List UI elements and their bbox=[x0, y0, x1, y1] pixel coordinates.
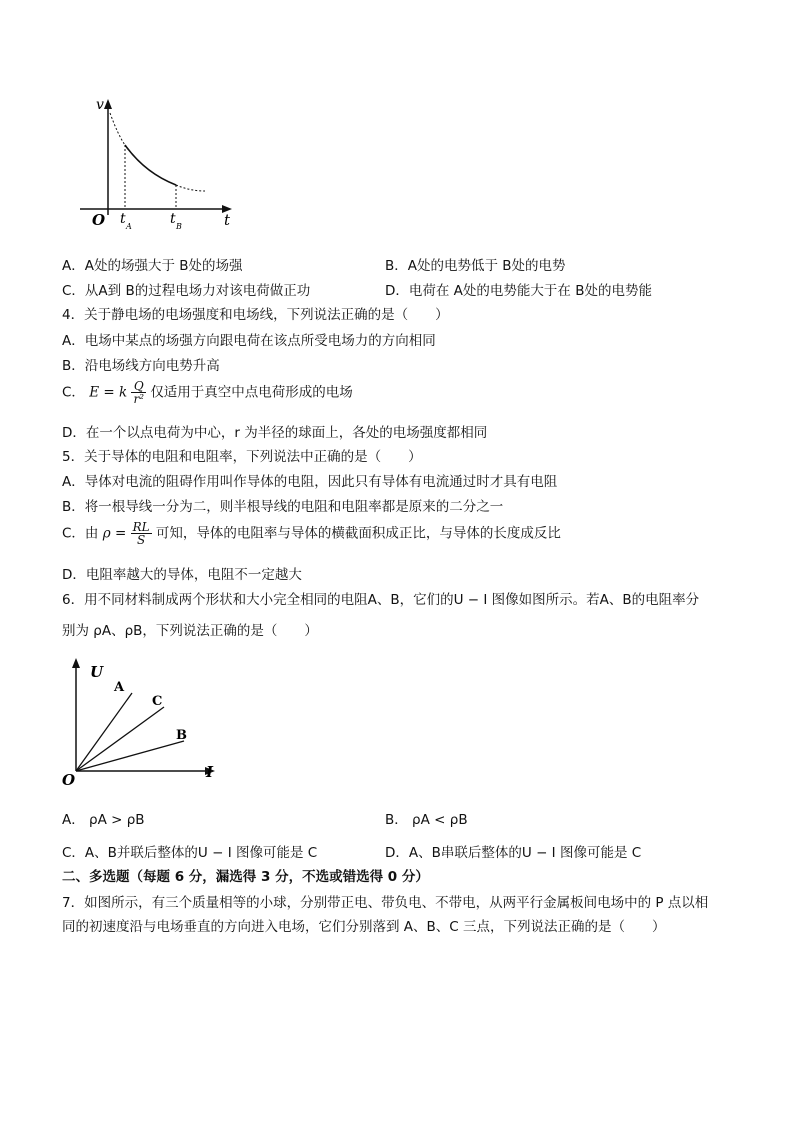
q4-option-b: B．沿电场线方向电势升高 bbox=[62, 358, 220, 374]
q5-option-a: A．导体对电流的阻碍作用叫作导体的电阻，因此只有导体有电流通过时才具有电阻 bbox=[62, 474, 558, 490]
q3-curve-dotted-end bbox=[176, 185, 205, 191]
q3-v-label: v bbox=[96, 97, 104, 113]
q6-ui-graph bbox=[60, 655, 230, 790]
q3-vt-graph bbox=[60, 95, 240, 235]
q6-line-a bbox=[76, 693, 132, 771]
q7-stem-line1: 7．如图所示，有三个质量相等的小球，分别带正电、带负电、不带电，从两平行金属板间电场中的 P 点以相 bbox=[62, 895, 709, 911]
q3-option-c: C．从A到 B的过程电场力对该电荷做正功 bbox=[62, 283, 311, 299]
q5-option-c-suffix: 可知，导体的电阻率与导体的横截面积成正比，与导体的长度成反比 bbox=[155, 525, 561, 542]
q3-option-a: A．A处的场强大于 B处的场强 bbox=[62, 258, 243, 274]
q6-line-c bbox=[76, 707, 164, 771]
q6-option-b: B． ρA < ρB bbox=[385, 812, 468, 828]
q5-option-c-frac-den: S bbox=[136, 533, 146, 547]
q3-curve-solid bbox=[125, 145, 176, 185]
q5-option-c-prefix: C．由 bbox=[62, 525, 99, 542]
q3-option-d: D．电荷在 A处的电势能大于在 B处的电势能 bbox=[385, 283, 652, 299]
q5-option-c-formula-lhs: ρ = bbox=[102, 525, 127, 542]
q5-option-c bbox=[62, 521, 561, 546]
q3-tb-sub: B bbox=[176, 222, 182, 231]
q3-v-axis-arrow bbox=[104, 99, 112, 109]
q4-option-a: A．电场中某点的场强方向跟电荷在该点所受电场力的方向相同 bbox=[62, 333, 436, 349]
q6-i-label: I bbox=[206, 763, 214, 781]
q5-stem: 5．关于导体的电阻和电阻率，下列说法中正确的是（ ） bbox=[62, 449, 422, 465]
section-2-heading: 二、多选题（每题 6 分，漏选得 3 分，不选或错选得 0 分） bbox=[62, 869, 429, 885]
q4-option-c-frac-num: Q bbox=[131, 380, 146, 393]
q6-option-d: D．A、B串联后整体的U − I 图像可能是 C bbox=[385, 845, 642, 861]
q4-stem: 4．关于静电场的电场强度和电场线，下列说法正确的是（ ） bbox=[62, 307, 449, 323]
q4-option-c-suffix: 仅适用于真空中点电荷形成的电场 bbox=[150, 384, 353, 401]
q5-option-c-frac-num: RL bbox=[132, 520, 150, 534]
q4-option-c-formula-lhs: E = k bbox=[89, 384, 128, 401]
q4-option-c-prefix: C． bbox=[62, 384, 85, 401]
q6-line-a-label: A bbox=[114, 680, 125, 695]
q3-ta-label: t bbox=[120, 211, 126, 227]
q3-curve-dotted-start bbox=[110, 113, 125, 145]
q6-o-label: O bbox=[62, 771, 76, 789]
q6-option-a: A． ρA > ρB bbox=[62, 812, 145, 828]
q6-stem-line1: 6．用不同材料制成两个形状和大小完全相同的电阻A、B，它们的U − I 图像如图所示。若A、B的电阻率分 bbox=[62, 592, 700, 608]
q3-tb-label: t bbox=[170, 211, 176, 227]
q3-ta-sub: A bbox=[126, 222, 132, 231]
q6-line-c-label: C bbox=[152, 694, 163, 709]
q6-u-label: U bbox=[90, 663, 104, 681]
q3-t-label: t bbox=[224, 211, 231, 229]
q5-option-c-fraction bbox=[131, 521, 152, 546]
q4-option-c bbox=[62, 380, 353, 405]
q7-stem-line2: 同的初速度沿与电场垂直的方向进入电场，它们分别落到 A、B、C 三点，下列说法正确的是（ ） bbox=[62, 919, 666, 935]
q3-o-label: O bbox=[92, 211, 106, 229]
q4-option-c-frac-den: r² bbox=[133, 392, 145, 406]
q4-option-c-fraction bbox=[131, 380, 146, 405]
q3-option-b: B．A处的电势低于 B处的电势 bbox=[385, 258, 566, 274]
q4-option-d: D．在一个以点电荷为中心，r 为半径的球面上，各处的电场强度都相同 bbox=[62, 425, 488, 441]
q6-u-axis-arrow bbox=[72, 658, 80, 668]
q6-option-c: C．A、B并联后整体的U − I 图像可能是 C bbox=[62, 845, 318, 861]
q6-stem-line2: 别为 ρA、ρB，下列说法正确的是（ ） bbox=[62, 623, 318, 639]
q5-option-b: B．将一根导线一分为二，则半根导线的电阻和电阻率都是原来的二分之一 bbox=[62, 499, 504, 515]
q6-line-b bbox=[76, 741, 184, 771]
q5-option-d: D．电阻率越大的导体，电阻不一定越大 bbox=[62, 567, 302, 583]
q6-line-b-label: B bbox=[176, 728, 187, 743]
